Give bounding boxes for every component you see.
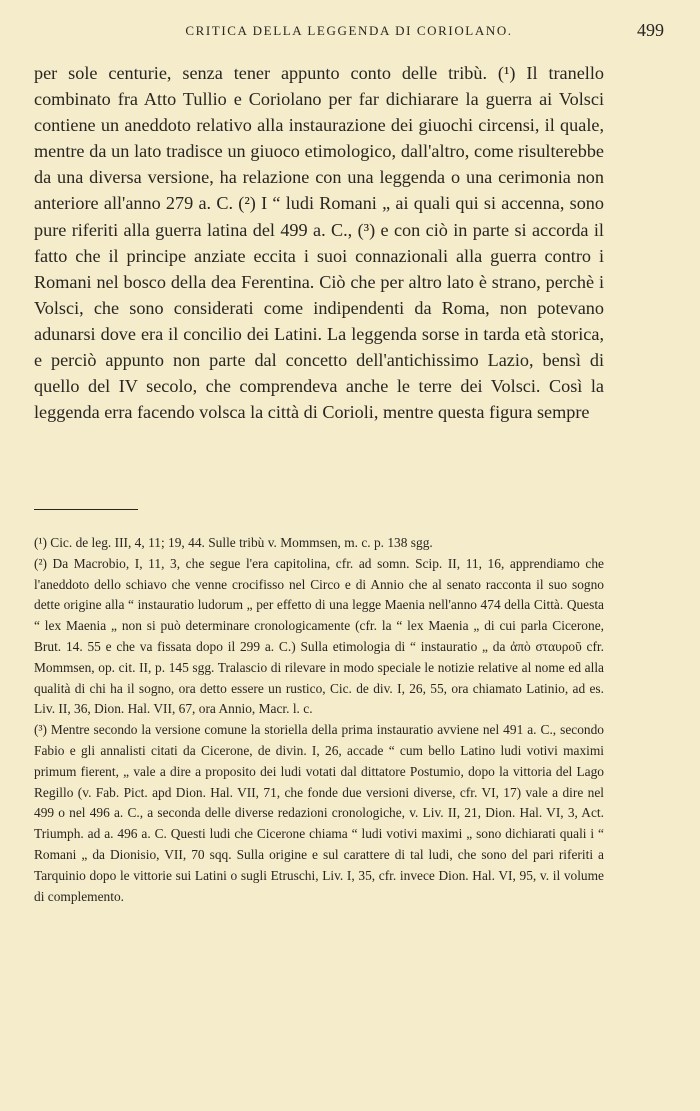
footnote-3: (³) Mentre secondo la versione comune la storiella della prima instauratio avviene nel 491 a. C., secondo Fabio e gli annalisti citati da Cicerone, de divin. I, 26, accade “ cum bello Latino ludi votivi maximi primum fierent, „ vale a dire a proposito dei ludi votati dal dittatore Postumio, dopo la vittoria del Lago Regillo (v. Fab. Pict. apd Dion. Hal. VII, 71, che fonde due versioni diverse, cfr. VI, 17) vale a dire nel 499 o nel 496 a. C., a seconda delle diverse redazioni cronologiche, v. Liv. II, 21, Dion. Hal. VI, 3, Act. Triumph. ad a. 496 a. C. Questi ludi che Cicerone chiama “ ludi votivi maximi „ sono dichiarati quali i “ Romani „ da Dionisio, VII, 70 sqq. Sulla origine e sul carattere di tal ludi, che sono del pari riferiti a Tarquinio dopo le vittorie sui Latini o sugli Etruschi, Liv. I, 35, cfr. invece Dion. Hal. VI, 95, v. il volume di complemento. [34,722,604,904]
footnotes [34,533,604,907]
footnote-divider [34,509,138,510]
page-number: 499 [637,20,664,40]
running-title: CRITICA DELLA LEGGENDA DI CORIOLANO. [185,23,513,38]
footnote-2: (²) Da Macrobio, I, 11, 3, che segue l'era capitolina, cfr. ad somn. Scip. II, 11, 16, apprendiamo che l'aneddoto dello schiavo che venne crocifisso nel Circo e di Annio che al senato racconta il suo sogno dette origine alla “ instauratio ludorum „ per effetto di una legge Maenia nell'anno 474 della Città. Questa “ lex Maenia „ non si può determinare cronologicamente (cfr. la “ lex Maenia „ di cui parla Cicerone, Brut. 14. 55 e che va fissata dopo il 299 a. C.) Sulla etimologia di “ instauratio „ da ἀπὸ σταυροῦ cfr. Mommsen, op. cit. II, p. 145 sgg. Tralascio di rilevare in modo speciale le notizie relative al nome ed alla qualità di chi ha il sogno, ora detto essere un rustico, Cic. de div. I, 26, 55, ora chiamato Latinio, ad es. Liv. II, 36, Dion. Hal. VII, 67, ora Annio, Macr. l. c. [34,555,604,717]
body-paragraph: per sole centurie, senza tener appunto conto delle tribù. (¹) Il tranello combinato fra Atto Tullio e Coriolano per far dichiarare la guerra ai Volsci contiene un aneddoto relativo alla instaurazione dei giuochi circensi, il quale, mentre da un lato tradisce un giuoco etimologico, dall'altro, come risulterebbe da una diversa versione, ha relazione con una leggenda o una cerimonia non anteriore all'anno 279 a. C. (²) I “ ludi Romani „ ai quali qui si accenna, sono pure riferiti alla guerra latina del 499 a. C., (³) e con ciò in parte si accorda il fatto che il principe anziate eccita i suoi connazionali alla guerra contro i Romani nel bosco della dea Ferentina. Ciò che per altro lato è strano, perchè i Volsci, che sono considerati come indipendenti da Roma, non potevano adunarsi dove era il concilio dei Latini. La leggenda sorse in tarda età storica, e perciò appunto non parte dal concetto dell'antichissimo Lazio, bensì di quello del IV secolo, che comprendeva anche le terre dei Volsci. Così la leggenda erra facendo volsca la città di Corioli, mentre questa figura sempre [34,63,604,423]
page-header [34,20,664,44]
footnote-1: (¹) Cic. de leg. III, 4, 11; 19, 44. Sulle tribù v. Mommsen, m. c. p. 138 sgg. [34,535,433,550]
